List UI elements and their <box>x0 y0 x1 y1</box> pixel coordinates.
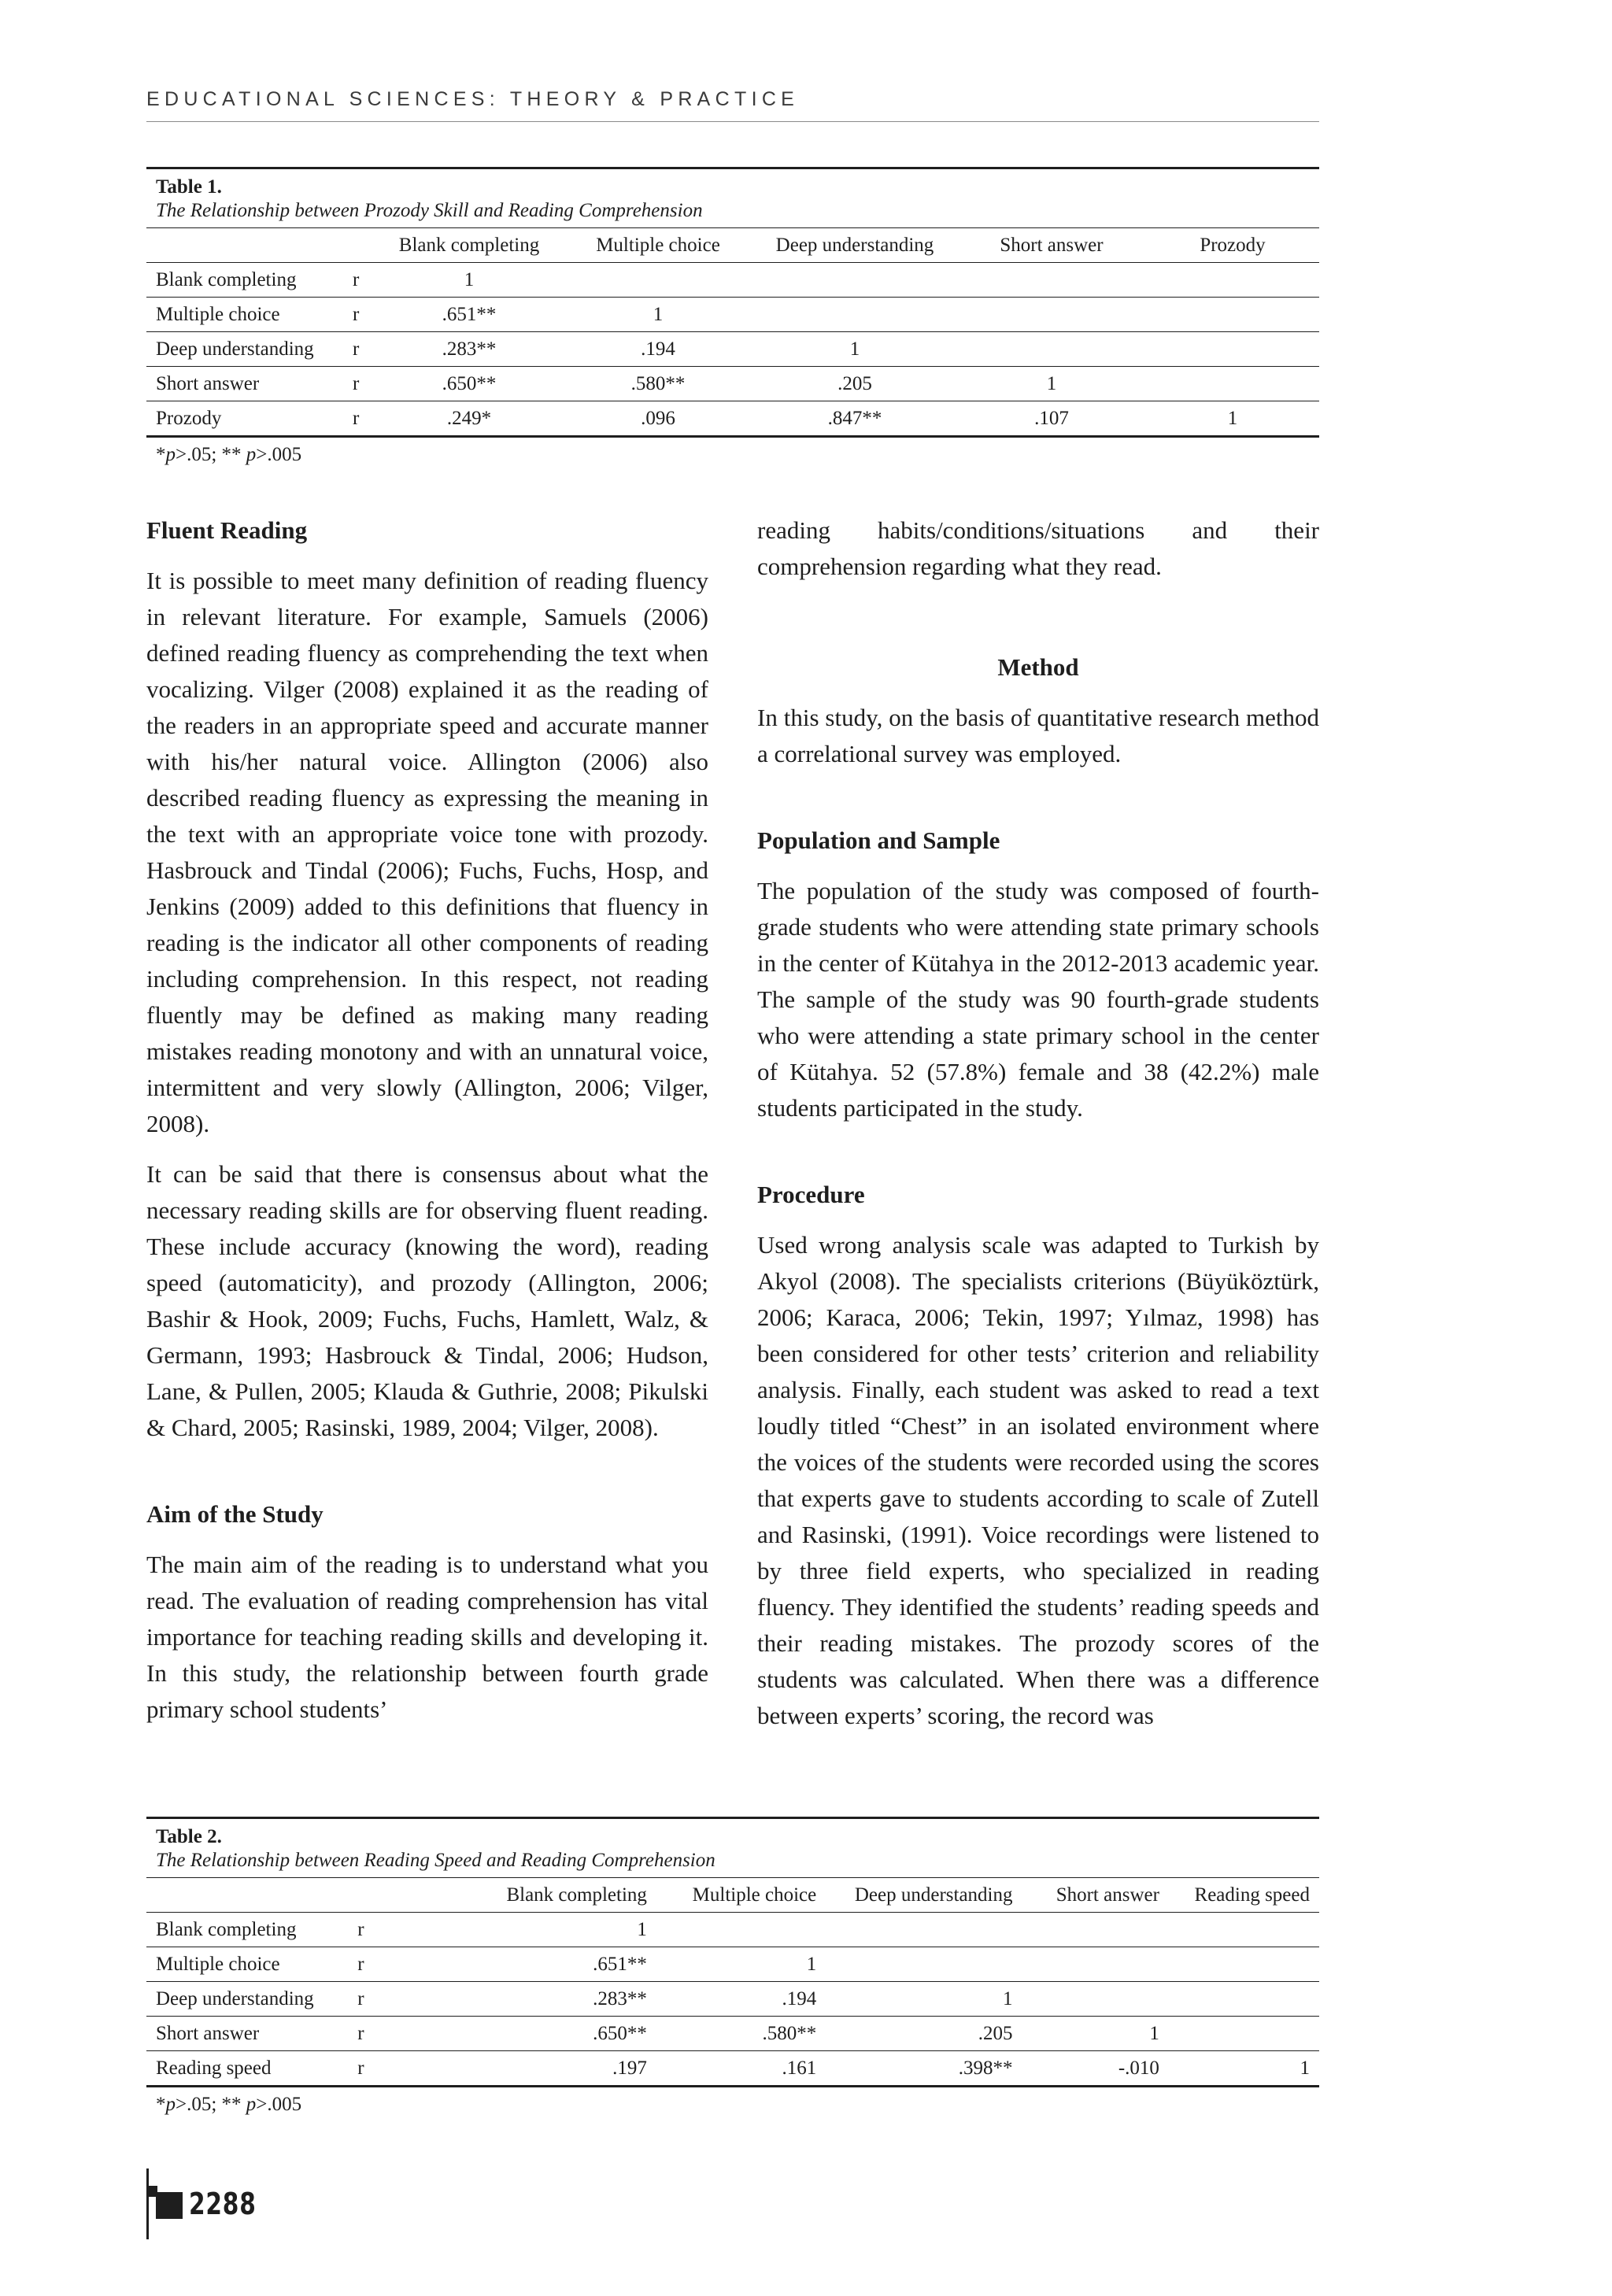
table-cell: .580** <box>656 2017 826 2051</box>
table-cell: 1 <box>752 332 957 367</box>
row-label: Blank completing <box>146 263 343 298</box>
table-2-col-header: Multiple choice <box>656 1878 826 1913</box>
table-cell: .651** <box>375 298 564 332</box>
table-cell <box>1146 263 1319 298</box>
table-cell: .249* <box>375 401 564 437</box>
table-1 <box>146 167 1319 472</box>
table-cell: 1 <box>656 1947 826 1982</box>
table-row <box>146 298 1319 332</box>
table-cell <box>1169 1982 1319 2017</box>
table-cell <box>826 1947 1022 1982</box>
heading-fluent-reading: Fluent Reading <box>146 516 308 544</box>
row-stat: r <box>343 367 375 401</box>
table-cell: .194 <box>656 1982 826 2017</box>
row-label: Short answer <box>146 2017 348 2051</box>
table-cell: .205 <box>826 2017 1022 2051</box>
table-cell: .283** <box>375 332 564 367</box>
table-cell: .194 <box>564 332 752 367</box>
right-column <box>757 512 1319 1734</box>
table-cell: .847** <box>752 401 957 437</box>
table-cell: .197 <box>378 2051 656 2087</box>
table-cell <box>957 298 1146 332</box>
table-1-header-row <box>146 228 1319 263</box>
table-1-col-header: Short answer <box>957 228 1146 263</box>
table-row <box>146 2017 1319 2051</box>
table-1-col-header: Deep understanding <box>752 228 957 263</box>
table-2-caption <box>146 1817 1319 1878</box>
row-stat: r <box>348 2017 378 2051</box>
table-cell: 1 <box>1022 2017 1169 2051</box>
paragraph: The main aim of the reading is to understand what you read. The evaluation of reading comprehension has vital importance for teaching reading skills and developing it. In this study, the relationship between fourth grade primary school students’ <box>146 1551 708 1723</box>
table-cell <box>1022 1982 1169 2017</box>
heading-method: Method <box>997 653 1079 681</box>
paragraph: Used wrong analysis scale was adapted to Turkish by Akyol (2008). The specialists criterions (Büyüköztürk, 2006; Karaca, 2006; Tekin, 1997; Yılmaz, 1998) has been considered for other tests’ criterion and reliability analysis. Finally, each student was asked to read a text loudly titled “Chest” in an isolated environment where the voices of the students were recorded using the scores that experts gave to students according to scale of Zutell and Rasinski, (1991). Voice recordings were listened to by three field experts, who specialized in reading fluency. They identified the students’ reading speeds and their reading mistakes. The prozody scores of the students was calculated. When there was a difference between experts’ scoring, the record was <box>757 1231 1319 1729</box>
table-2-title: The Relationship between Reading Speed and Reading Comprehension <box>156 1850 715 1871</box>
row-stat: r <box>343 401 375 437</box>
table-cell: 1 <box>826 1982 1022 2017</box>
row-label: Blank completing <box>146 1913 348 1947</box>
table-cell: 1 <box>564 298 752 332</box>
table-row <box>146 2051 1319 2087</box>
table-row <box>146 401 1319 437</box>
table-1-note: *p>.05; ** p>.005 <box>156 444 302 465</box>
heading-aim-of-the-study: Aim of the Study <box>146 1500 324 1528</box>
table-cell <box>656 1913 826 1947</box>
table-cell: .107 <box>957 401 1146 437</box>
table-row <box>146 1982 1319 2017</box>
table-1-number: Table 1. <box>156 176 222 198</box>
row-stat: r <box>348 1913 378 1947</box>
page-number: 2288 <box>189 2187 257 2221</box>
row-label: Multiple choice <box>146 1947 348 1982</box>
table-1-title: The Relationship between Prozody Skill and Reading Comprehension <box>156 200 703 221</box>
table-cell <box>957 332 1146 367</box>
table-cell: .650** <box>378 2017 656 2051</box>
table-cell <box>957 263 1146 298</box>
row-stat: r <box>348 1947 378 1982</box>
table-cell: 1 <box>375 263 564 298</box>
table-2-grid <box>146 1878 1319 2087</box>
table-row <box>146 263 1319 298</box>
table-cell <box>1169 1913 1319 1947</box>
table-cell <box>1146 298 1319 332</box>
table-row <box>146 332 1319 367</box>
row-label: Prozody <box>146 401 343 437</box>
table-2-header-row <box>146 1878 1319 1913</box>
table-row <box>146 1913 1319 1947</box>
paragraph: It can be said that there is consensus about what the necessary reading skills are for observing fluent reading. These include accuracy (knowing the word), reading speed (automaticity), and prozody (Allington, 2006; Bashir & Hook, 2009; Fuchs, Fuchs, Hamlett, Walz, & Germann, 1993; Hasbrouck & Tindal, 2006; Hudson, Lane, & Pullen, 2005; Klauda & Guthrie, 2008; Pikulski & Chard, 2005; Rasinski, 1989, 2004; Vilger, 2008). <box>146 1160 708 1441</box>
table-cell <box>752 263 957 298</box>
table-cell: .161 <box>656 2051 826 2087</box>
table-2-col-header: Blank completing <box>378 1878 656 1913</box>
table-cell: 1 <box>1146 401 1319 437</box>
page-corner-mark-icon <box>146 2168 183 2239</box>
table-cell: .398** <box>826 2051 1022 2087</box>
table-cell <box>1169 1947 1319 1982</box>
table-cell: .651** <box>378 1947 656 1982</box>
table-1-col-header: Multiple choice <box>564 228 752 263</box>
table-cell <box>826 1913 1022 1947</box>
row-stat: r <box>343 298 375 332</box>
table-1-grid <box>146 228 1319 438</box>
table-2-number: Table 2. <box>156 1826 222 1847</box>
row-label: Multiple choice <box>146 298 343 332</box>
paragraph: It is possible to meet many definition of reading fluency in relevant literature. For example, Samuels (2006) defined reading fluency as comprehending the text when vocalizing. Vilger (2008) explained it as the reading of the readers in an appropriate speed and accurate manner with his/her natural voice. Allington (2006) also described reading fluency as expressing the meaning in the text with an appropriate voice tone with prozody. Hasbrouck and Tindal (2006); Fuchs, Fuchs, Hosp, and Jenkins (2009) added to this definitions that fluency in reading is the indicator all other components of reading including comprehension. In this respect, not reading fluently may be defined as making many reading mistakes reading monotony and with an unnatural voice, intermittent and very slowly (Allington, 2006; Vilger, 2008). <box>146 567 708 1137</box>
table-cell: -.010 <box>1022 2051 1169 2087</box>
table-cell <box>1022 1947 1169 1982</box>
table-2-col-header: Reading speed <box>1169 1878 1319 1913</box>
table-cell: .283** <box>378 1982 656 2017</box>
table-cell: 1 <box>1169 2051 1319 2087</box>
table-cell: .650** <box>375 367 564 401</box>
table-1-col-header: Blank completing <box>375 228 564 263</box>
table-cell <box>1169 2017 1319 2051</box>
row-stat: r <box>343 332 375 367</box>
table-row <box>146 1947 1319 1982</box>
row-stat: r <box>343 263 375 298</box>
row-label: Short answer <box>146 367 343 401</box>
table-cell: .580** <box>564 367 752 401</box>
table-cell <box>752 298 957 332</box>
heading-procedure: Procedure <box>757 1181 865 1208</box>
table-2-col-header: Short answer <box>1022 1878 1169 1913</box>
table-cell <box>564 263 752 298</box>
left-column <box>146 512 708 1728</box>
table-cell <box>1022 1913 1169 1947</box>
row-label: Reading speed <box>146 2051 348 2087</box>
row-stat: r <box>348 2051 378 2087</box>
row-label: Deep understanding <box>146 332 343 367</box>
table-2 <box>146 1817 1319 2122</box>
paragraph: The population of the study was composed of fourth-grade students who were attending state primary schools in the center of Kütahya in the 2012-2013 academic year. The sample of the study was 90 fourth-grade students who were attending a state primary school in the center of Kütahya. 52 (57.8%) female and 38 (42.2%) male students participated in the study. <box>757 877 1319 1122</box>
running-head: EDUCATIONAL SCIENCES: THEORY & PRACTICE <box>146 88 800 110</box>
table-cell <box>1146 367 1319 401</box>
table-cell: .205 <box>752 367 957 401</box>
row-label: Deep understanding <box>146 1982 348 2017</box>
paragraph: In this study, on the basis of quantitative research method a correlational survey was employed. <box>757 704 1319 767</box>
table-row <box>146 367 1319 401</box>
table-1-caption <box>146 167 1319 228</box>
header-rule <box>146 121 1319 122</box>
heading-population-and-sample: Population and Sample <box>757 826 1000 854</box>
table-cell: 1 <box>957 367 1146 401</box>
table-2-note: *p>.05; ** p>.005 <box>156 2094 302 2115</box>
table-2-col-header: Deep understanding <box>826 1878 1022 1913</box>
row-stat: r <box>348 1982 378 2017</box>
table-1-col-header: Prozody <box>1146 228 1319 263</box>
table-cell: .096 <box>564 401 752 437</box>
table-cell: 1 <box>378 1913 656 1947</box>
paragraph: reading habits/conditions/situations and their comprehension regarding what they read. <box>757 516 1319 580</box>
table-cell <box>1146 332 1319 367</box>
